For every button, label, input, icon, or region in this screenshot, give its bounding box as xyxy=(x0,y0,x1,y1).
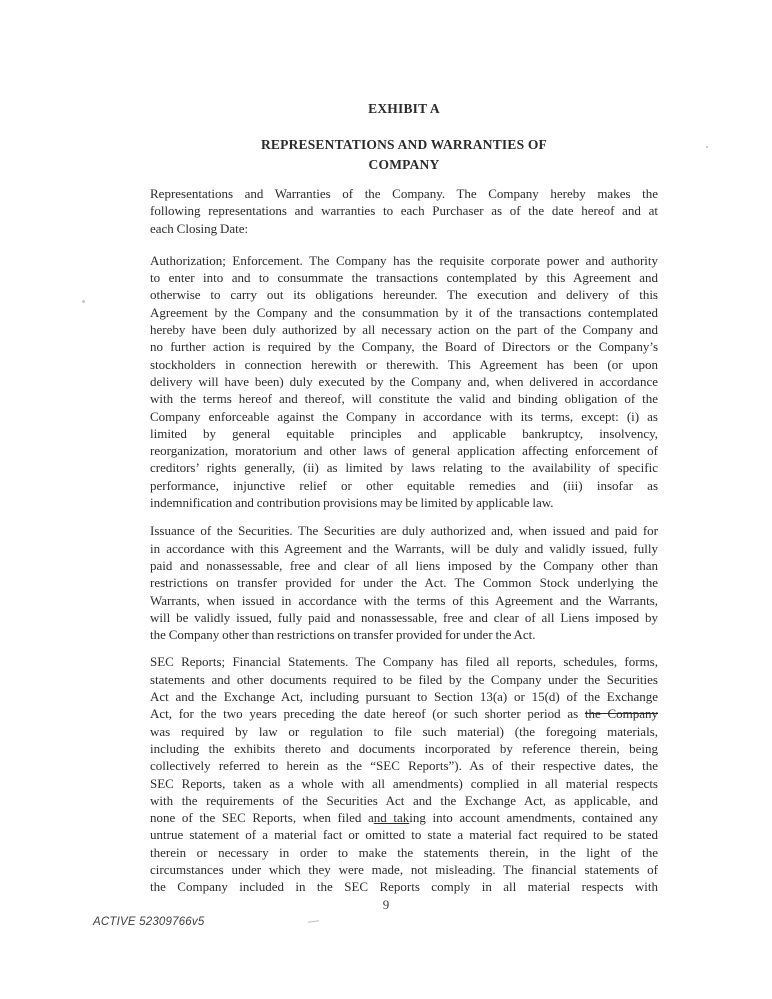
text-line: no further action is required by the Company, the Board of Directors or the Company’s xyxy=(150,339,658,355)
text-line: with the terms hereof and thereof, will constitute the valid and binding obligation of the xyxy=(150,391,658,407)
text-line: hereby have been duly authorized by all necessary action on the part of the Company and xyxy=(150,322,658,338)
text-line: each Closing Date: xyxy=(150,220,249,236)
text-line: Act and the Exchange Act, including pursuant to Section 13(a) or 15(d) of the Exchange xyxy=(150,689,658,705)
text-line: the Company included in the SEC Reports comply in all material respects with xyxy=(150,879,658,895)
exhibit-title: EXHIBIT A xyxy=(368,101,440,116)
text-line: therein or necessary in order to make the statements therein, in the light of the xyxy=(150,844,658,860)
section-title xyxy=(150,135,658,175)
text-line: the Company other than restrictions on transfer provided for under the Act. xyxy=(150,627,536,643)
text-line: Agreement by the Company and the consummation by it of the transactions contemplated xyxy=(150,304,658,320)
text-line: following representations and warranties to each Purchaser as of the date hereof and at xyxy=(150,203,658,219)
text-line: otherwise to carry out its obligations hereunder. The execution and delivery of this xyxy=(150,287,658,303)
text-line: reorganization, moratorium and other laws of general application affecting enforcement of xyxy=(150,443,658,459)
text-line: limited by general equitable principles and applicable bankruptcy, insolvency, xyxy=(150,425,658,441)
text-line: performance, injunctive relief or other equitable remedies and (iii) insofar as xyxy=(150,477,658,493)
text-line: SEC Reports; Financial Statements. The Company has filed all reports, schedules, forms, xyxy=(150,654,658,670)
text-segment: none of the SEC Reports, when filed a xyxy=(150,810,374,826)
text-line: including the exhibits thereto and documents incorporated by reference therein, being xyxy=(150,740,658,756)
text-segment: ing into account amendments, contained any xyxy=(409,810,658,826)
section-title-line2: COMPANY xyxy=(368,157,440,172)
text-line xyxy=(150,705,658,722)
page-number: 9 xyxy=(382,897,390,912)
text-line: in accordance with this Agreement and the Warrants, will be duly and validly issued, fully xyxy=(150,540,658,556)
strikethrough-text: the Company xyxy=(584,706,658,722)
scan-squiggle-mark xyxy=(308,920,319,923)
text-line: delivery will have been) duly executed by the Company and, when delivered in accordance xyxy=(150,373,658,389)
text-line: collectively referred to herein as the “SEC Reports”). As of their respective dates, the xyxy=(150,758,658,774)
text-line: Warrants, when issued in accordance with the terms of this Agreement and the Warrants, xyxy=(150,592,658,608)
text-line: untrue statement of a material fact or omitted to state a material fact required to be stated xyxy=(150,827,658,843)
text-line: statements and other documents required to be filed by the Company under the Securities xyxy=(150,671,658,687)
text-line: stockholders in connection herewith or therewith. This Agreement has been (or upon xyxy=(150,356,658,372)
underlined-text: nd tak xyxy=(373,810,410,826)
text-line: Representations and Warranties of the Company. The Company hereby makes the xyxy=(150,186,658,201)
text-line: creditors’ rights generally, (ii) as limited by laws relating to the availability of specific xyxy=(150,460,658,476)
paragraph-sec-reports-financial-statements xyxy=(150,653,658,895)
text-line: to enter into and to consummate the transactions contemplated by this Agreement and xyxy=(150,270,658,286)
text-line: circumstances under which they were made, not misleading. The financial statements of xyxy=(150,861,658,877)
text-line: indemnification and contribution provisions may be limited by applicable law. xyxy=(150,495,554,511)
text-line: Authorization; Enforcement. The Company has the requisite corporate power and authority xyxy=(150,252,658,268)
scan-speck xyxy=(706,146,708,148)
text-line: restrictions on transfer provided for under the Act. The Common Stock underlying the xyxy=(150,575,658,591)
text-line: will be validly issued, fully paid and nonassessable, free and clear of all Liens imposed by xyxy=(150,609,658,625)
text-line: SEC Reports, taken as a whole with all amendments) complied in all material respects xyxy=(150,775,658,791)
paragraph-intro xyxy=(150,185,658,237)
text-line xyxy=(150,809,658,826)
text-line: paid and nonassessable, free and clear of all liens imposed by the Company other than xyxy=(150,557,658,573)
text-line: with the requirements of the Securities Act and the Exchange Act, as applicable, and xyxy=(150,792,658,808)
text-line: Issuance of the Securities. The Securities are duly authorized and, when issued and paid for xyxy=(150,523,658,539)
body-paragraphs xyxy=(150,185,658,896)
scan-speck xyxy=(82,300,85,303)
text-line: Company enforceable against the Company in accordance with its terms, except: (i) as xyxy=(150,408,658,424)
text-block xyxy=(150,100,658,896)
paragraph-issuance-of-securities xyxy=(150,522,658,643)
section-title-line1: REPRESENTATIONS AND WARRANTIES OF xyxy=(260,137,548,152)
document-id-footer: ACTIVE 52309766v5 xyxy=(93,916,205,928)
text-line: was required by law or regulation to file such material) (the foregoing materials, xyxy=(150,723,658,739)
paragraph-authorization-enforcement xyxy=(150,252,658,511)
text-segment: Act, for the two years preceding the date hereof (or such shorter period as xyxy=(150,706,585,722)
